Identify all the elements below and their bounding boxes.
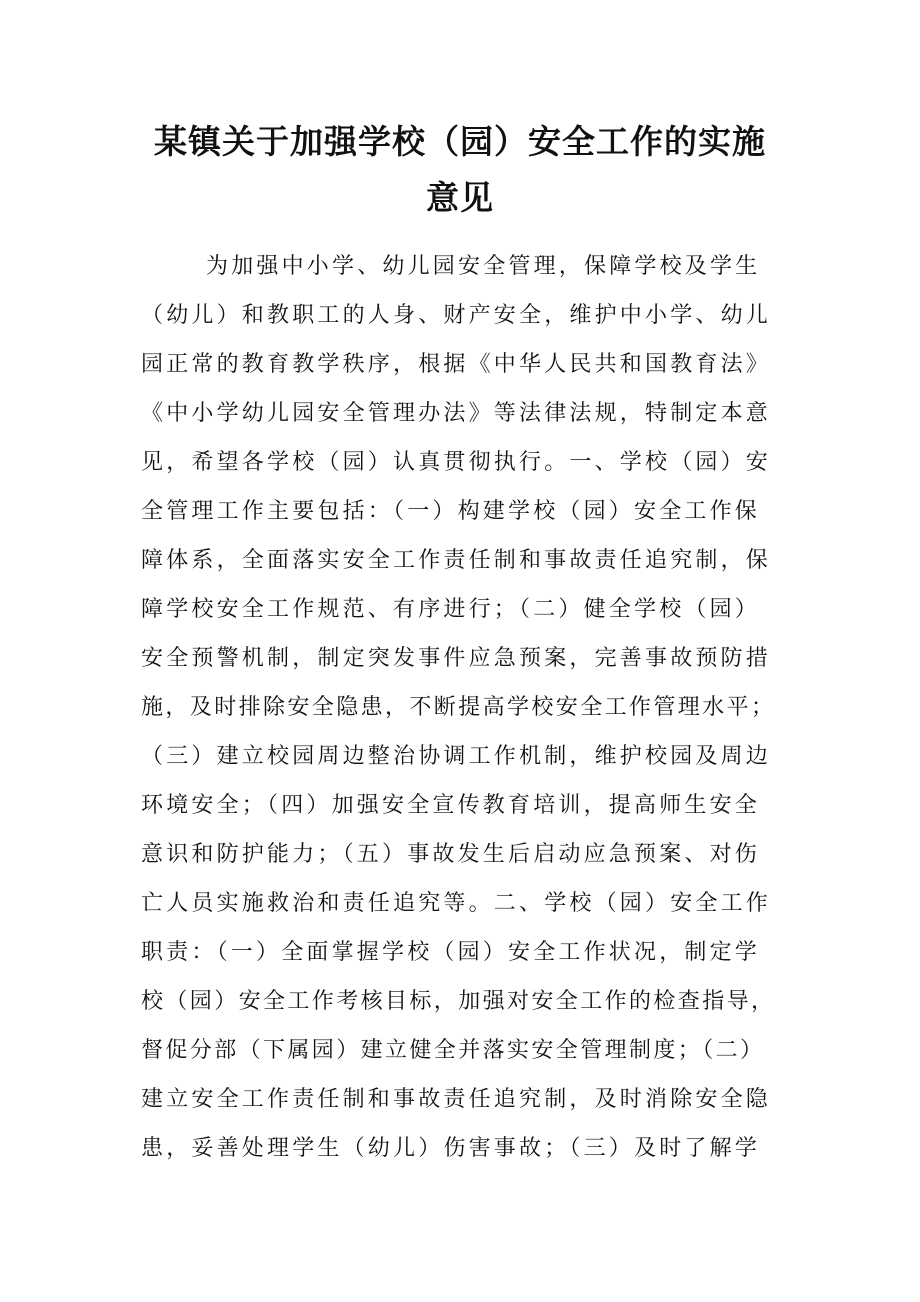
body-line-14: 亡人员实施救治和责任追究等。二、学校（园）安全工作 bbox=[141, 891, 772, 916]
body-line-18: 建立安全工作责任制和事故责任追究制，及时消除安全隐 bbox=[141, 1087, 772, 1112]
body-line-10: 施，及时排除安全隐患，不断提高学校安全工作管理水平； bbox=[141, 695, 776, 720]
body-line-3: 园正常的教育教学秩序，根据《中华人民共和国教育法》 bbox=[141, 352, 772, 377]
body-line-8: 障学校安全工作规范、有序进行；（二）健全学校（园） bbox=[141, 597, 761, 622]
body-line-1: 为加强中小学、幼儿园安全管理，保障学校及学生 bbox=[206, 254, 761, 279]
body-line-5: 见，希望各学校（园）认真贯彻执行。一、学校（园）安 bbox=[141, 450, 772, 475]
body-line-6: 全管理工作主要包括：（一）构建学校（园）安全工作保 bbox=[141, 499, 761, 524]
body-line-4: 《中小学幼儿园安全管理办法》等法律法规，特制定本意 bbox=[141, 401, 772, 426]
body-line-11: （三）建立校园周边整治协调工作机制，维护校园及周边 bbox=[141, 744, 772, 769]
body-line-7: 障体系，全面落实安全工作责任制和事故责任追究制，保 bbox=[141, 548, 772, 573]
document-title-line-2: 意见 bbox=[426, 178, 494, 217]
body-line-9: 安全预警机制，制定突发事件应急预案，完善事故预防措 bbox=[141, 646, 772, 671]
body-line-15: 职责：（一）全面掌握学校（园）安全工作状况，制定学 bbox=[141, 940, 761, 965]
body-line-17: 督促分部（下属园）建立健全并落实安全管理制度；（二） bbox=[141, 1038, 765, 1063]
body-line-13: 意识和防护能力；（五）事故发生后启动应急预案、对伤 bbox=[141, 842, 761, 867]
body-line-16: 校（园）安全工作考核目标，加强对安全工作的检查指导， bbox=[141, 989, 776, 1014]
body-line-12: 环境安全；（四）加强安全宣传教育培训，提高师生安全 bbox=[141, 793, 761, 818]
body-line-19: 患，妥善处理学生（幼儿）伤害事故；（三）及时了解学 bbox=[141, 1136, 761, 1161]
body-line-2: （幼儿）和教职工的人身、财产安全，维护中小学、幼儿 bbox=[141, 303, 772, 328]
document-title-line-1: 某镇关于加强学校（园）安全工作的实施 bbox=[154, 122, 766, 161]
